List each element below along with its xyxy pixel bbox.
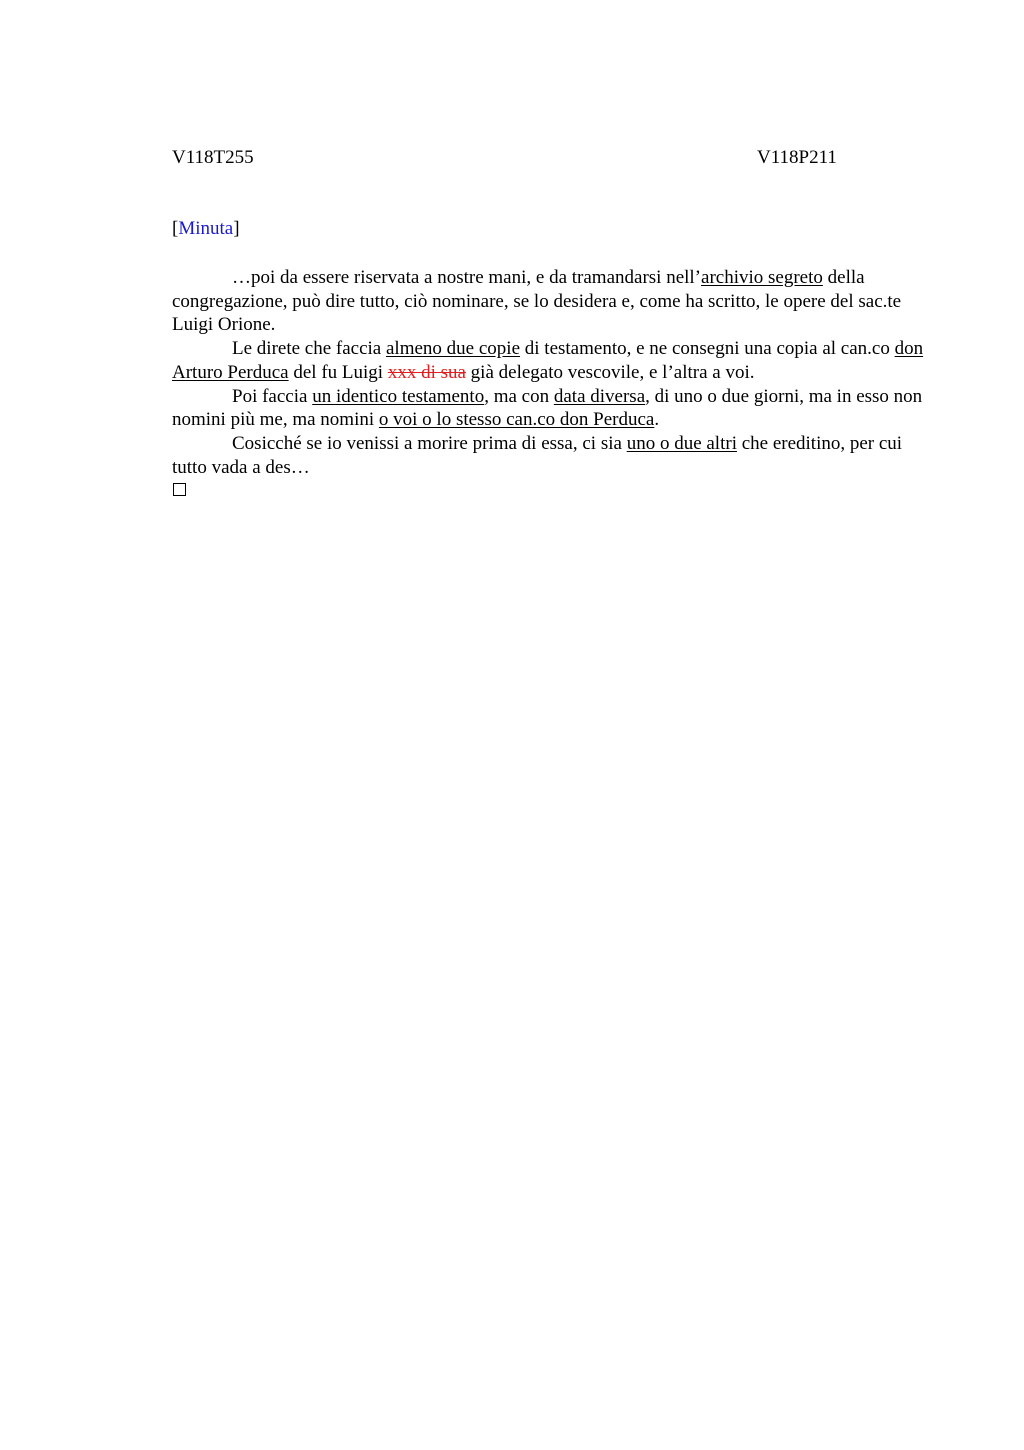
paragraph-2 — [172, 337, 924, 384]
struck-out-phrase: xxx di sua — [387, 361, 466, 383]
letter-body — [172, 266, 924, 479]
paragraph-3 — [172, 385, 924, 432]
empty-square-icon — [173, 483, 186, 496]
text-run: , ma con — [484, 385, 554, 407]
text-run: …poi da essere riservata a nostre mani, e da tramandarsi nell’ — [232, 267, 702, 288]
text-run: che ereditino, per cui tutto vada a des… — [172, 432, 903, 478]
text-run: , di uno o due giorni, ma in esso non nomini più me, ma nomini — [172, 385, 923, 431]
text-run: di testamento, e ne consegni una copia al can.co — [520, 338, 895, 360]
underlined-phrase: o voi o lo stesso can.co don Perduca — [378, 409, 655, 431]
text-run: della congregazione, può dire tutto, ciò nominare, se lo desidera e, come ha scritto, le opere del sac.te Luigi Orione. — [172, 267, 902, 336]
doc-type-open-bracket: [ — [172, 218, 179, 239]
document-type — [172, 218, 240, 240]
text-run: del fu Luigi — [288, 361, 388, 383]
underlined-phrase: uno o due altri — [626, 432, 737, 454]
doc-type-close-bracket: ] — [233, 218, 240, 239]
underlined-phrase: don Arturo Perduca — [172, 338, 924, 383]
underlined-phrase: archivio segreto — [701, 267, 823, 288]
text-run: . — [654, 409, 660, 431]
text-run: Cosicché se io venissi a morire prima di essa, ci sia — [232, 432, 627, 454]
text-run: già delegato vescovile, e l’altra a voi. — [465, 361, 755, 383]
header-right-code: V118P211 — [757, 147, 837, 168]
underlined-phrase: data diversa — [553, 385, 646, 407]
text-run: Poi faccia — [232, 385, 313, 407]
paragraph-1 — [172, 266, 924, 337]
underlined-phrase: almeno due copie — [386, 338, 521, 360]
paragraph-4 — [172, 432, 924, 479]
doc-type-label: Minuta — [178, 218, 234, 239]
underlined-phrase: un identico testamento — [312, 385, 485, 407]
text-run: Le direte che faccia — [232, 338, 386, 360]
header-left-code: V118T255 — [172, 147, 254, 168]
